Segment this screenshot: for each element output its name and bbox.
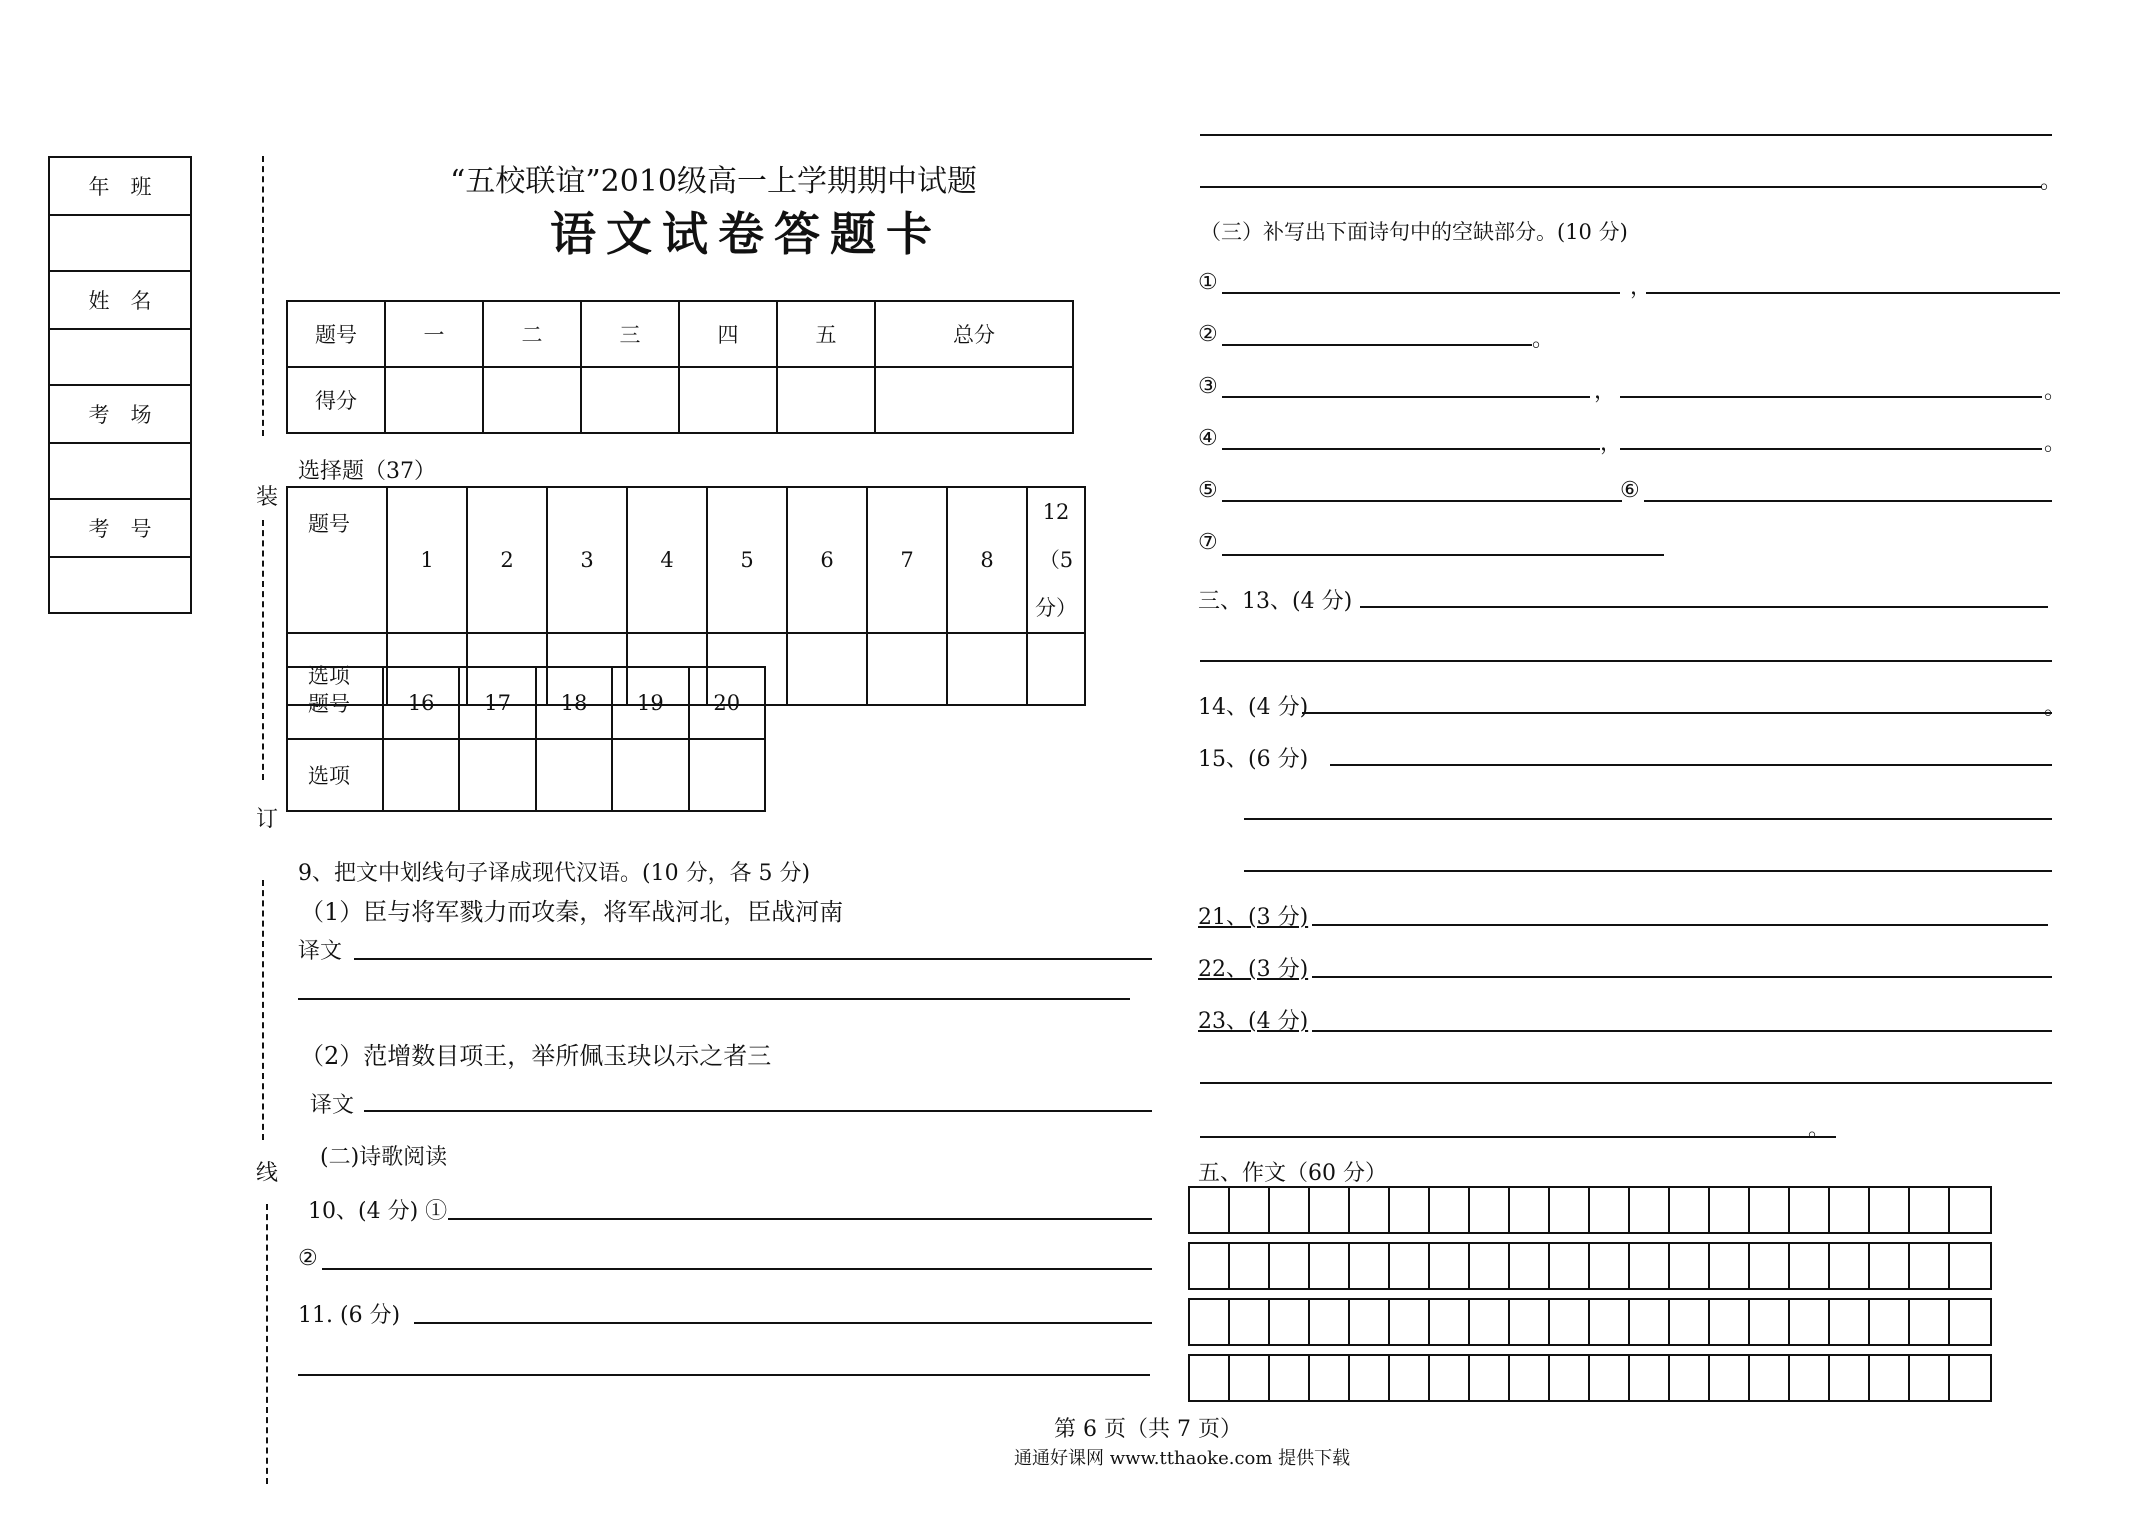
choice-number: 5: [707, 487, 787, 633]
binding-char-3: 线: [256, 1161, 279, 1186]
essay-cell[interactable]: [1510, 1300, 1550, 1344]
answer-line[interactable]: [1330, 764, 2052, 766]
answer-line[interactable]: [298, 998, 1130, 1000]
source-text: 通通好课网 www.tthaoke.com 提供下载: [1014, 1448, 1351, 1469]
score-header: 二: [483, 301, 581, 367]
score-cell[interactable]: [679, 367, 777, 433]
score-header: 一: [385, 301, 483, 367]
period-mark: 。: [1808, 1117, 1831, 1142]
choice-number: 12（5分）: [1027, 487, 1085, 633]
answer-cell[interactable]: [459, 739, 535, 811]
score-row-label: 得分: [287, 367, 385, 433]
essay-cell[interactable]: [1670, 1356, 1710, 1400]
q9-heading: 9、把文中划线句子译成现代汉语。(10 分，各 5 分): [298, 861, 811, 886]
essay-cell[interactable]: [1230, 1300, 1270, 1344]
answer-cell[interactable]: [612, 739, 688, 811]
essay-cell[interactable]: [1830, 1188, 1870, 1232]
page-number: 第 6 页（共 7 页）: [1054, 1417, 1242, 1442]
comma-mark: ，: [1600, 431, 1623, 456]
essay-cell[interactable]: [1190, 1244, 1230, 1288]
essay-cell[interactable]: [1230, 1188, 1270, 1232]
choice-number: 1: [387, 487, 467, 633]
answer-line[interactable]: [364, 1110, 1152, 1112]
score-cell[interactable]: [777, 367, 875, 433]
comma-mark: ，: [1594, 379, 1617, 404]
essay-cell[interactable]: [1430, 1188, 1470, 1232]
essay-cell[interactable]: [1390, 1356, 1430, 1400]
essay-cell[interactable]: [1710, 1356, 1750, 1400]
essay-cell[interactable]: [1750, 1188, 1790, 1232]
essay-cell[interactable]: [1230, 1244, 1270, 1288]
answer-cell[interactable]: [536, 739, 612, 811]
essay-cell[interactable]: [1390, 1244, 1430, 1288]
period-mark: 。: [2040, 169, 2063, 194]
choice-table-2: [286, 666, 766, 812]
score-header: 五: [777, 301, 875, 367]
q14-label: 14、(4 分): [1198, 695, 1309, 720]
choice-number: 20: [689, 667, 765, 739]
choice-row-label: 题号: [287, 667, 383, 739]
answer-line[interactable]: [1222, 396, 1590, 398]
score-cell[interactable]: [385, 367, 483, 433]
essay-cell[interactable]: [1470, 1300, 1510, 1344]
class-label: 年 班: [49, 157, 191, 215]
essay-cell[interactable]: [1750, 1300, 1790, 1344]
answer-line[interactable]: [1222, 500, 1622, 502]
essay-cell[interactable]: [1550, 1300, 1590, 1344]
answer-line[interactable]: [1360, 606, 2048, 608]
answer-line[interactable]: [1200, 186, 2042, 188]
answer-line[interactable]: [1620, 448, 2042, 450]
q22-label: 22、(3 分): [1198, 957, 1309, 982]
choice-number: 6: [787, 487, 867, 633]
period-mark: 。: [2044, 431, 2067, 456]
answer-cell[interactable]: [1027, 633, 1085, 705]
answer-line[interactable]: [1620, 396, 2042, 398]
answer-line[interactable]: [1312, 976, 2052, 978]
score-cell[interactable]: [483, 367, 581, 433]
binding-line: [266, 1204, 268, 1484]
choice-row-label: 选项: [287, 739, 383, 811]
essay-cell[interactable]: [1470, 1356, 1510, 1400]
student-info-box: [48, 156, 192, 614]
essay-cell[interactable]: [1630, 1244, 1670, 1288]
exam-room-field[interactable]: [49, 443, 191, 499]
essay-cell[interactable]: [1430, 1356, 1470, 1400]
essay-cell[interactable]: [1870, 1300, 1910, 1344]
answer-line[interactable]: [414, 1322, 1152, 1324]
choice-number: 3: [547, 487, 627, 633]
answer-line[interactable]: [1646, 292, 2060, 294]
essay-cell[interactable]: [1950, 1188, 1990, 1232]
answer-cell[interactable]: [689, 739, 765, 811]
q21-label: 21、(3 分): [1198, 905, 1309, 930]
score-cell[interactable]: [581, 367, 679, 433]
essay-cell[interactable]: [1470, 1188, 1510, 1232]
choice-heading: 选择题（37）: [298, 459, 436, 484]
fill-mark: ④: [1198, 426, 1218, 451]
choice-number: 16: [383, 667, 459, 739]
essay-cell[interactable]: [1350, 1356, 1390, 1400]
translate-label: 译文: [298, 939, 343, 964]
essay-cell[interactable]: [1790, 1244, 1830, 1288]
translate-label: 译文: [310, 1093, 355, 1118]
essay-cell[interactable]: [1790, 1188, 1830, 1232]
essay-cell[interactable]: [1550, 1188, 1590, 1232]
essay-cell[interactable]: [1230, 1356, 1270, 1400]
essay-cell[interactable]: [1670, 1188, 1710, 1232]
essay-cell[interactable]: [1350, 1188, 1390, 1232]
essay-cell[interactable]: [1870, 1188, 1910, 1232]
score-header: 题号: [287, 301, 385, 367]
q10b-label: ②: [298, 1246, 318, 1271]
essay-cell[interactable]: [1390, 1300, 1430, 1344]
essay-cell[interactable]: [1830, 1300, 1870, 1344]
essay-cell[interactable]: [1550, 1356, 1590, 1400]
binding-line: [262, 520, 264, 780]
exam-room-label: 考 场: [49, 385, 191, 443]
essay-cell[interactable]: [1270, 1356, 1310, 1400]
answer-cell[interactable]: [383, 739, 459, 811]
essay-cell[interactable]: [1950, 1300, 1990, 1344]
essay-cell[interactable]: [1830, 1356, 1870, 1400]
essay-cell[interactable]: [1710, 1244, 1750, 1288]
answer-line[interactable]: [1244, 870, 2052, 872]
q11-label: 11. (6 分): [298, 1303, 401, 1328]
essay-cell[interactable]: [1310, 1356, 1350, 1400]
essay-cell[interactable]: [1750, 1356, 1790, 1400]
q9-sentence-2: （2）范增数目项王，举所佩玉玦以示之者三: [300, 1042, 772, 1070]
essay-cell[interactable]: [1270, 1188, 1310, 1232]
fill-mark: ⑦: [1198, 530, 1218, 555]
answer-line[interactable]: [1200, 134, 2052, 136]
essay-grid-row: [1188, 1242, 1992, 1290]
essay-cell[interactable]: [1830, 1244, 1870, 1288]
q23-label: 23、(4 分): [1198, 1009, 1309, 1034]
answer-line[interactable]: [1200, 1082, 2052, 1084]
score-table: [286, 300, 1074, 434]
answer-line[interactable]: [1312, 1030, 2052, 1032]
essay-cell[interactable]: [1630, 1356, 1670, 1400]
answer-line[interactable]: [1222, 554, 1664, 556]
choice-number: 19: [612, 667, 688, 739]
fill-mark: ⑤: [1198, 478, 1218, 503]
answer-line[interactable]: [448, 1218, 1152, 1220]
q9-sentence-1: （1）臣与将军戮力而攻秦，将军战河北，臣战河南: [300, 898, 844, 926]
choice-row-label: 题号: [287, 487, 387, 633]
binding-char-1: 装: [256, 485, 279, 510]
essay-cell[interactable]: [1430, 1300, 1470, 1344]
score-header: 总分: [875, 301, 1073, 367]
essay-cell[interactable]: [1190, 1188, 1230, 1232]
q13-label: 三、13、(4 分): [1198, 589, 1353, 614]
answer-line[interactable]: [1644, 500, 2052, 502]
essay-cell[interactable]: [1710, 1300, 1750, 1344]
choice-row-label: 选项: [287, 633, 387, 705]
answer-cell[interactable]: [867, 633, 947, 705]
answer-cell[interactable]: [947, 633, 1027, 705]
period-mark: 。: [1532, 327, 1555, 352]
essay-cell[interactable]: [1870, 1244, 1910, 1288]
essay-cell[interactable]: [1350, 1300, 1390, 1344]
essay-cell[interactable]: [1950, 1244, 1990, 1288]
q10-label: 10、(4 分) ①: [308, 1199, 448, 1224]
essay-cell[interactable]: [1590, 1300, 1630, 1344]
essay-grid-row: [1188, 1354, 1992, 1402]
essay-cell[interactable]: [1590, 1356, 1630, 1400]
essay-cell[interactable]: [1430, 1244, 1470, 1288]
poem-heading: (二)诗歌阅读: [320, 1145, 448, 1170]
fill-mark: ①: [1198, 270, 1218, 295]
answer-line[interactable]: [354, 958, 1152, 960]
essay-cell[interactable]: [1910, 1188, 1950, 1232]
essay-cell[interactable]: [1750, 1244, 1790, 1288]
name-field[interactable]: [49, 329, 191, 385]
essay-cell[interactable]: [1470, 1244, 1510, 1288]
essay-cell[interactable]: [1630, 1188, 1670, 1232]
essay-cell[interactable]: [1790, 1356, 1830, 1400]
choice-number: 8: [947, 487, 1027, 633]
answer-line[interactable]: [1312, 924, 2048, 926]
comma-mark: ，: [1630, 275, 1653, 300]
essay-cell[interactable]: [1710, 1188, 1750, 1232]
answer-line[interactable]: [1222, 448, 1600, 450]
essay-cell[interactable]: [1190, 1300, 1230, 1344]
choice-number: 17: [459, 667, 535, 739]
essay-cell[interactable]: [1350, 1244, 1390, 1288]
fill-mark: ②: [1198, 322, 1218, 347]
period-mark: 。: [2044, 695, 2067, 720]
essay-cell[interactable]: [1310, 1244, 1350, 1288]
exam-number-field[interactable]: [49, 557, 191, 613]
choice-number: 4: [627, 487, 707, 633]
essay-cell[interactable]: [1670, 1300, 1710, 1344]
score-header: 四: [679, 301, 777, 367]
essay-heading: 五、作文（60 分）: [1198, 1161, 1387, 1186]
answer-line[interactable]: [1200, 1136, 1836, 1138]
essay-cell[interactable]: [1510, 1356, 1550, 1400]
class-field[interactable]: [49, 215, 191, 271]
essay-cell[interactable]: [1590, 1244, 1630, 1288]
answer-line[interactable]: [1222, 344, 1532, 346]
essay-cell[interactable]: [1590, 1188, 1630, 1232]
answer-line[interactable]: [1302, 712, 2052, 714]
binding-line: [262, 156, 264, 436]
fill-mark: ⑥: [1620, 478, 1640, 503]
choice-number: 7: [867, 487, 947, 633]
essay-cell[interactable]: [1310, 1188, 1350, 1232]
answer-line[interactable]: [322, 1268, 1152, 1270]
score-header: 三: [581, 301, 679, 367]
essay-cell[interactable]: [1510, 1244, 1550, 1288]
essay-cell[interactable]: [1190, 1356, 1230, 1400]
answer-line[interactable]: [1200, 660, 2052, 662]
exam-subtitle: 语文试卷答题卡: [550, 207, 942, 261]
fill-mark: ③: [1198, 374, 1218, 399]
answer-line[interactable]: [1244, 818, 2052, 820]
fill-heading: （三）补写出下面诗句中的空缺部分。(10 分): [1200, 220, 1628, 244]
essay-cell[interactable]: [1270, 1300, 1310, 1344]
essay-grid-row: [1188, 1298, 1992, 1346]
essay-cell[interactable]: [1390, 1188, 1430, 1232]
essay-cell[interactable]: [1910, 1356, 1950, 1400]
name-label: 姓 名: [49, 271, 191, 329]
essay-cell[interactable]: [1550, 1244, 1590, 1288]
essay-cell[interactable]: [1950, 1356, 1990, 1400]
binding-char-2: 订: [256, 807, 279, 832]
essay-cell[interactable]: [1870, 1356, 1910, 1400]
choice-number: 18: [536, 667, 612, 739]
essay-cell[interactable]: [1630, 1300, 1670, 1344]
exam-title: “五校联谊”2010级高一上学期期中试题: [450, 164, 978, 199]
answer-line[interactable]: [1222, 292, 1620, 294]
choice-number: 2: [467, 487, 547, 633]
essay-cell[interactable]: [1790, 1300, 1830, 1344]
essay-cell[interactable]: [1310, 1300, 1350, 1344]
score-cell[interactable]: [875, 367, 1073, 433]
essay-cell[interactable]: [1670, 1244, 1710, 1288]
q15-label: 15、(6 分): [1198, 747, 1309, 772]
essay-grid-row: [1188, 1186, 1992, 1234]
essay-cell[interactable]: [1270, 1244, 1310, 1288]
binding-line: [262, 880, 264, 1140]
essay-cell[interactable]: [1910, 1300, 1950, 1344]
exam-number-label: 考 号: [49, 499, 191, 557]
essay-cell[interactable]: [1510, 1188, 1550, 1232]
answer-line[interactable]: [298, 1374, 1150, 1376]
essay-cell[interactable]: [1910, 1244, 1950, 1288]
answer-cell[interactable]: [787, 633, 867, 705]
period-mark: 。: [2044, 379, 2067, 404]
